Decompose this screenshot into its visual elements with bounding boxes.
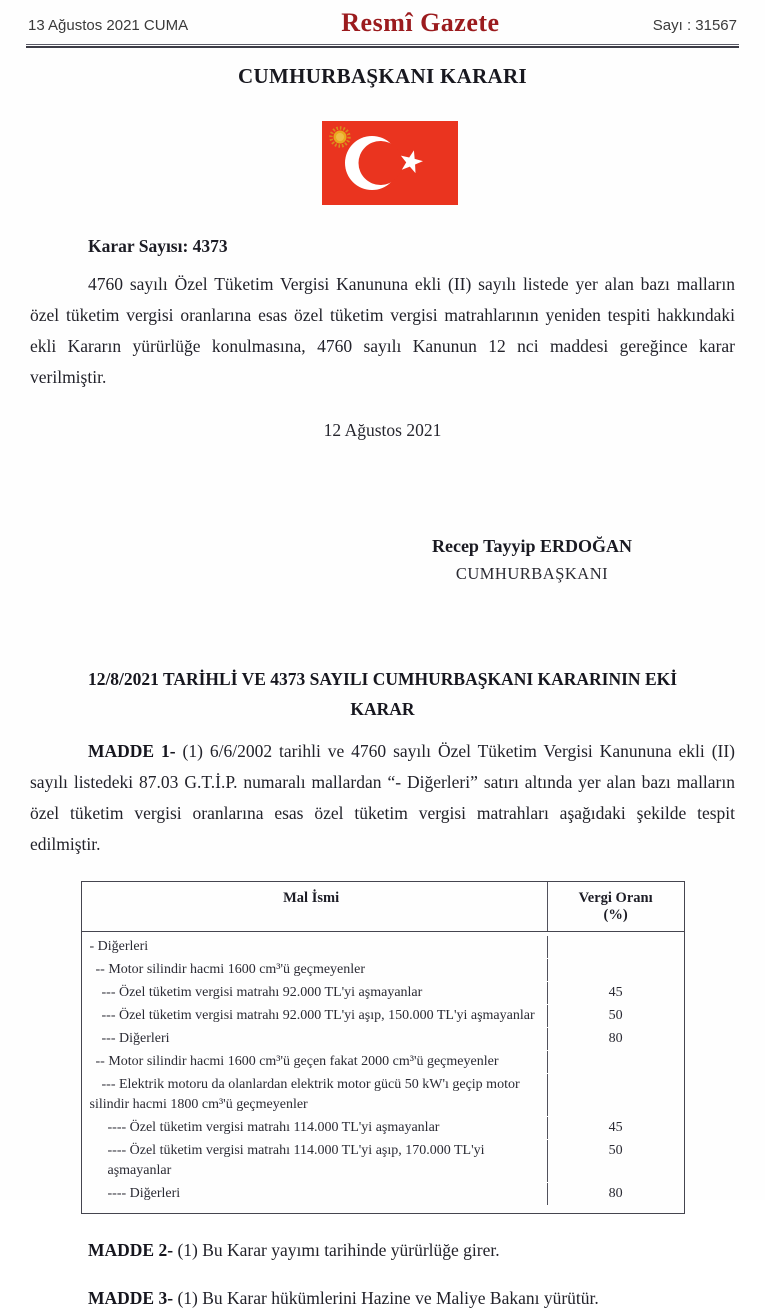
- rate-cell: 50: [608, 1008, 623, 1023]
- table-row: [82, 936, 684, 958]
- table-row: [82, 1028, 684, 1050]
- table-row: [82, 1051, 684, 1073]
- goods-cell: -- Motor silindir hacmi 1600 cm³'ü geçen fakat 2000 cm³'ü geçmeyenler: [82, 1051, 548, 1073]
- decision-number: Karar Sayısı: 4373: [88, 236, 228, 256]
- article-3-text: (1) Bu Karar hükümlerini Hazine ve Maliye Bakanı yürütür.: [177, 1288, 599, 1308]
- signature-title: CUMHURBAŞKANI: [455, 564, 609, 583]
- column-header-goods: Mal İsmi: [82, 882, 548, 931]
- decree-date: 12 Ağustos 2021: [323, 420, 442, 440]
- table-row: [82, 1074, 684, 1116]
- article-3: [88, 1288, 735, 1309]
- masthead: [0, 0, 765, 38]
- rate-cell: 45: [608, 985, 623, 1000]
- decree-body-text: 4760 sayılı Özel Tüketim Vergisi Kanununa ekli (II) sayılı listede yer alan bazı malların özel tüketim vergisi oranlarına esas özel tüketim vergisi matrahlarının yeniden tespiti hakkındaki ekli Kararın yürürlüğe konulmasına, 4760 sayılı Kanunun 12 nci maddesi gereğince karar verilmiştir.: [30, 274, 735, 387]
- article-2-text: (1) Bu Karar yayımı tarihinde yürürlüğe girer.: [177, 1240, 500, 1260]
- rate-cell: [548, 936, 684, 958]
- article-1: [30, 736, 735, 860]
- table-row: [82, 1183, 684, 1205]
- table-row: [82, 982, 684, 1004]
- rate-cell: [548, 959, 684, 981]
- rate-cell: [548, 1074, 684, 1116]
- masthead-issue-number: Sayı : 31567: [652, 17, 737, 34]
- article-3-label: MADDE 3-: [88, 1288, 174, 1308]
- decree-body-paragraph: [30, 269, 735, 393]
- annex-title-line2: KARAR: [350, 699, 415, 719]
- masthead-divider: [26, 44, 739, 48]
- annex-title: [0, 664, 765, 724]
- rate-header-line1: Vergi Oranı: [578, 890, 653, 906]
- goods-cell: --- Özel tüketim vergisi matrahı 92.000 TL'yi aşmayanlar: [82, 982, 548, 1004]
- rate-cell: [548, 1051, 684, 1073]
- decree-heading: CUMHURBAŞKANI KARARI: [238, 64, 527, 88]
- goods-cell: ---- Özel tüketim vergisi matrahı 114.000 TL'yi aşıp, 170.000 TL'yi aşmayanlar: [82, 1140, 548, 1182]
- goods-cell: --- Özel tüketim vergisi matrahı 92.000 TL'yi aşıp, 150.000 TL'yi aşmayanlar: [82, 1005, 548, 1027]
- article-2-label: MADDE 2-: [88, 1240, 174, 1260]
- article-1-text: (1) 6/6/2002 tarihli ve 4760 sayılı Özel Tüketim Vergisi Kanununa ekli (II) sayılı listedeki 87.03 G.T.İ.P. numaralı mallardan “- Diğerleri” satırı altında yer alan bazı malların özel tüketim vergisi oranlarına esas özel tüketim vergisi matrahları aşağıdaki şekilde tespit edilmiştir.: [30, 741, 735, 854]
- table-row: [82, 1005, 684, 1027]
- table-row: [82, 1140, 684, 1182]
- signature-name: Recep Tayyip ERDOĞAN: [431, 536, 632, 556]
- table-row: [82, 1117, 684, 1139]
- gazette-title: Resmî Gazete: [341, 8, 500, 37]
- rate-cell: 50: [608, 1143, 623, 1158]
- column-header-rate: [548, 882, 684, 931]
- flag-container: [0, 121, 765, 210]
- goods-cell: ---- Özel tüketim vergisi matrahı 114.000 TL'yi aşmayanlar: [82, 1117, 548, 1139]
- table-header-row: [82, 882, 684, 932]
- article-1-label: MADDE 1-: [88, 741, 176, 761]
- tax-rate-table: [81, 881, 685, 1214]
- table-body: [82, 932, 684, 1213]
- presidential-sun-emblem-icon: [331, 128, 349, 146]
- rate-cell: 80: [608, 1186, 623, 1201]
- rate-header-line2: (%): [603, 907, 628, 923]
- turkish-flag-icon: [322, 121, 458, 205]
- goods-cell: - Diğerleri: [82, 936, 548, 958]
- goods-cell: --- Elektrik motoru da olanlardan elektrik motor gücü 50 kW'ı geçip motor silindir hacmi 1800 cm³'ü geçmeyenler: [82, 1074, 548, 1116]
- goods-cell: ---- Diğerleri: [82, 1183, 548, 1205]
- article-2: [88, 1240, 735, 1261]
- rate-cell: 45: [608, 1120, 623, 1135]
- goods-cell: --- Diğerleri: [82, 1028, 548, 1050]
- masthead-date: 13 Ağustos 2021 CUMA: [28, 17, 189, 34]
- table-row: [82, 959, 684, 981]
- annex-title-line1: 12/8/2021 TARİHLİ VE 4373 SAYILI CUMHURBAŞKANI KARARININ EKİ: [87, 669, 678, 689]
- signature-block: [432, 536, 632, 584]
- rate-cell: 80: [608, 1031, 623, 1046]
- goods-cell: -- Motor silindir hacmi 1600 cm³'ü geçmeyenler: [82, 959, 548, 981]
